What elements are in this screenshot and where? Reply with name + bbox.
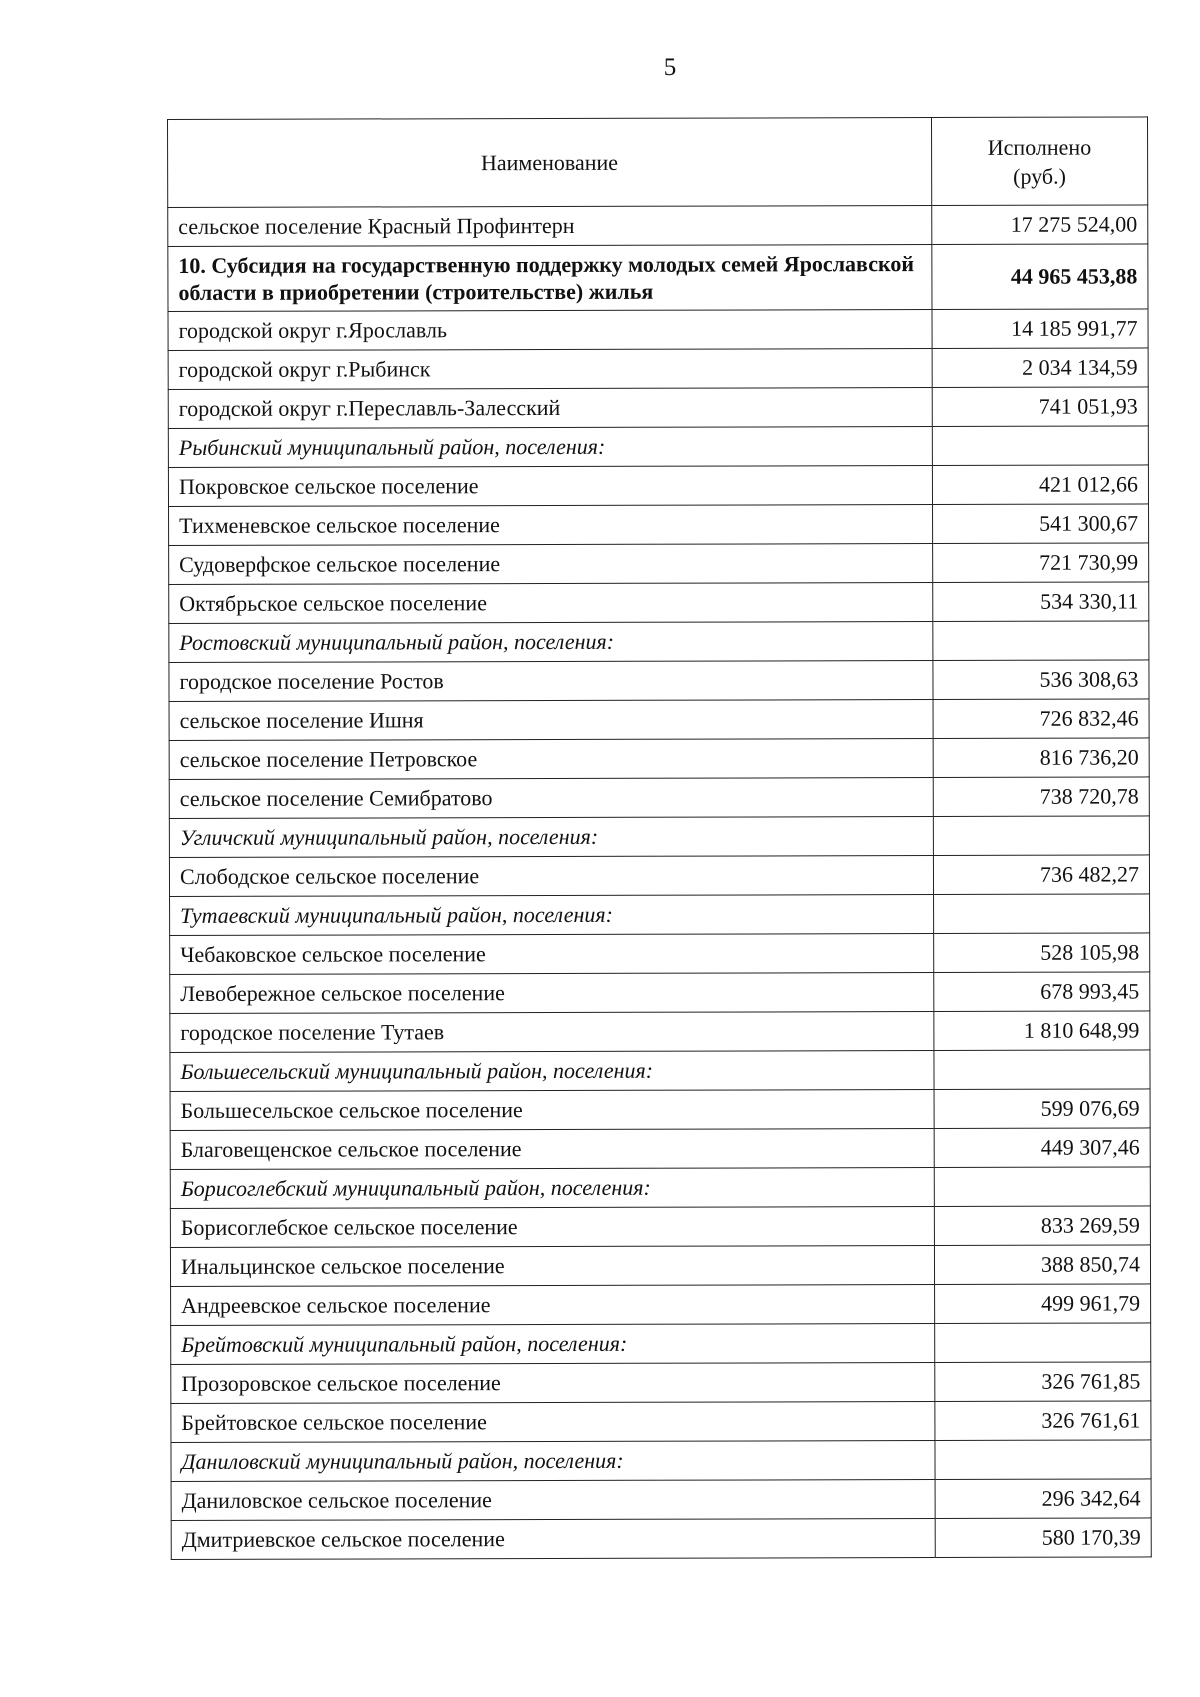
row-name-cell: Угличский муниципальный район, поселения:	[169, 816, 933, 857]
column-header-name: Наименование	[168, 117, 932, 207]
page-number: 5	[663, 54, 677, 81]
row-name-cell: Брейтовское сельское поселение	[171, 1401, 935, 1442]
row-name-cell: сельское поселение Красный Профинтерн	[168, 205, 932, 246]
table-row	[169, 504, 1149, 546]
table-row	[170, 1245, 1150, 1287]
row-amount-cell: 421 012,66	[932, 465, 1148, 505]
row-name-cell: Даниловское сельское поселение	[171, 1479, 935, 1520]
row-name-cell: Андреевское сельское поселение	[171, 1284, 935, 1325]
row-amount-cell: 326 761,85	[935, 1362, 1151, 1402]
table-row	[168, 205, 1148, 247]
row-name-cell: городской округ г.Рыбинск	[168, 348, 932, 389]
row-amount-cell	[934, 1167, 1150, 1207]
table-row	[171, 1362, 1151, 1404]
row-amount-cell: 449 307,46	[934, 1128, 1150, 1168]
row-amount-cell: 388 850,74	[934, 1245, 1150, 1285]
row-name-cell: Большесельский муниципальный район, поселения:	[170, 1050, 934, 1091]
table-row	[169, 543, 1149, 585]
row-amount-cell: 721 730,99	[932, 543, 1148, 583]
row-name-cell: Благовещенское сельское поселение	[170, 1128, 934, 1169]
column-header-amount-line1: Исполнено	[987, 134, 1092, 160]
table-row	[168, 309, 1148, 351]
district-group-row	[171, 1440, 1151, 1482]
row-amount-cell: 741 051,93	[932, 387, 1148, 427]
table-row	[168, 348, 1148, 390]
table-row	[170, 1128, 1150, 1170]
row-name-cell: городское поселение Тутаев	[170, 1011, 934, 1052]
district-group-row	[168, 426, 1148, 468]
table-row	[169, 777, 1149, 819]
row-name-cell: Инальцинское сельское поселение	[170, 1245, 934, 1286]
row-name-cell: Покровское сельское поселение	[168, 465, 932, 506]
table-row	[168, 387, 1148, 429]
table-row	[170, 1206, 1150, 1248]
row-name-cell: Слободское сельское поселение	[169, 855, 933, 896]
district-group-row	[169, 816, 1149, 858]
row-name-cell: Даниловский муниципальный район, поселения:	[171, 1440, 935, 1481]
table-row	[169, 855, 1149, 897]
row-amount-cell: 44 965 453,88	[932, 244, 1148, 310]
row-name-cell: Тихменевское сельское поселение	[169, 504, 933, 545]
district-group-row	[170, 894, 1150, 936]
table-header-row	[168, 117, 1148, 208]
row-amount-cell	[935, 1440, 1151, 1480]
row-amount-cell: 534 330,11	[932, 582, 1148, 622]
row-name-cell: сельское поселение Ишня	[169, 699, 933, 740]
district-group-row	[171, 1323, 1151, 1365]
table-row	[169, 582, 1149, 624]
table-row	[171, 1518, 1151, 1560]
row-name-cell: сельское поселение Петровское	[169, 738, 933, 779]
row-amount-cell: 2 034 134,59	[932, 348, 1148, 388]
table-row	[170, 972, 1150, 1014]
row-amount-cell: 536 308,63	[933, 660, 1149, 700]
row-name-cell: городской округ г.Ярославль	[168, 309, 932, 350]
table-row	[171, 1479, 1151, 1521]
table-row	[168, 465, 1148, 507]
row-amount-cell	[933, 621, 1149, 661]
table-row	[169, 738, 1149, 780]
column-header-amount	[931, 117, 1147, 206]
row-name-cell: городское поселение Ростов	[169, 660, 933, 701]
table-row	[171, 1284, 1151, 1326]
row-amount-cell: 599 076,69	[934, 1089, 1150, 1129]
row-amount-cell: 296 342,64	[935, 1479, 1151, 1519]
row-name-cell: городской округ г.Переславль-Залесский	[168, 387, 932, 428]
row-name-cell: Тутаевский муниципальный район, поселения:	[170, 894, 934, 935]
table-body	[168, 205, 1152, 1560]
row-amount-cell: 736 482,27	[933, 855, 1149, 895]
row-amount-cell: 1 810 648,99	[934, 1011, 1150, 1051]
row-amount-cell: 580 170,39	[935, 1518, 1151, 1558]
row-amount-cell	[933, 894, 1149, 934]
row-name-cell: сельское поселение Семибратово	[169, 777, 933, 818]
district-group-row	[170, 1167, 1150, 1209]
row-name-cell: Рыбинский муниципальный район, поселения:	[168, 426, 932, 467]
table-row	[169, 699, 1149, 741]
district-group-row	[170, 1050, 1150, 1092]
row-name-cell: Судоверфское сельское поселение	[169, 543, 933, 584]
row-amount-cell	[933, 816, 1149, 856]
budget-table	[167, 116, 1152, 1560]
column-header-amount-line2: (руб.)	[1013, 163, 1066, 189]
row-amount-cell	[934, 1050, 1150, 1090]
row-amount-cell: 14 185 991,77	[932, 309, 1148, 349]
row-amount-cell: 499 961,79	[934, 1284, 1150, 1324]
row-amount-cell	[932, 426, 1148, 466]
row-name-cell: Дмитриевское сельское поселение	[171, 1518, 935, 1559]
table-row	[170, 933, 1150, 975]
row-amount-cell: 833 269,59	[934, 1206, 1150, 1246]
table-row	[170, 1089, 1150, 1131]
row-name-cell: Борисоглебское сельское поселение	[170, 1206, 934, 1247]
table-row	[169, 660, 1149, 702]
row-name-cell: Брейтовский муниципальный район, поселения:	[171, 1323, 935, 1364]
table-row	[171, 1401, 1151, 1443]
row-name-cell: Борисоглебский муниципальный район, поселения:	[170, 1167, 934, 1208]
row-name-cell: Октябрьское сельское поселение	[169, 582, 933, 623]
table-row	[170, 1011, 1150, 1053]
row-amount-cell: 738 720,78	[933, 777, 1149, 817]
row-name-cell: Прозоровское сельское поселение	[171, 1362, 935, 1403]
row-amount-cell	[934, 1323, 1150, 1363]
row-amount-cell: 726 832,46	[933, 699, 1149, 739]
row-name-cell: Большесельское сельское поселение	[170, 1089, 934, 1130]
section-total-row	[168, 244, 1148, 312]
district-group-row	[169, 621, 1149, 663]
row-amount-cell: 541 300,67	[932, 504, 1148, 544]
row-amount-cell: 678 993,45	[934, 972, 1150, 1012]
row-name-cell: Левобережное сельское поселение	[170, 972, 934, 1013]
row-name-cell: Ростовский муниципальный район, поселения:	[169, 621, 933, 662]
row-amount-cell: 326 761,61	[935, 1401, 1151, 1441]
row-name-cell: 10. Субсидия на государственную поддержку молодых семей Ярославской области в приобретении (строительстве) жилья	[168, 244, 932, 311]
row-amount-cell: 528 105,98	[933, 933, 1149, 973]
row-name-cell: Чебаковское сельское поселение	[170, 933, 934, 974]
row-amount-cell: 17 275 524,00	[932, 205, 1148, 245]
row-amount-cell: 816 736,20	[933, 738, 1149, 778]
